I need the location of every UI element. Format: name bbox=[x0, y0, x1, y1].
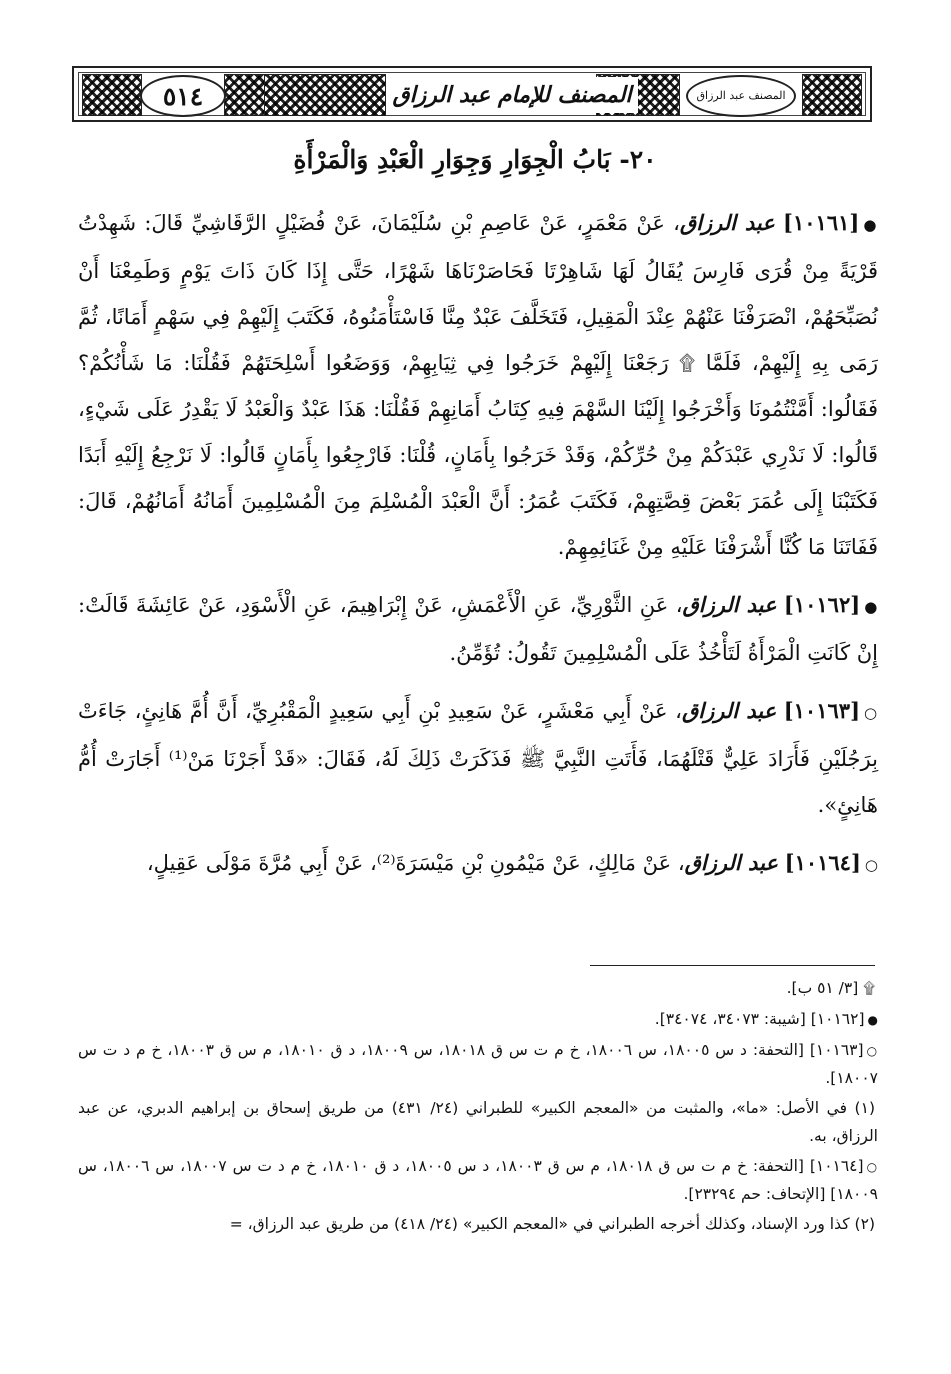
hadith-number: [١٠١٦١] bbox=[783, 210, 860, 235]
hadith-marker: ○ bbox=[864, 856, 878, 874]
footnote-text: [١٠١٦٢] [شيبة: ٣٤٠٧٣، ٣٤٠٧٤]. bbox=[654, 1010, 865, 1028]
footnote bbox=[78, 1006, 878, 1034]
chapter-title: ٢٠- بَابُ الْجِوَارِ وَجِوَارِ الْعَبْدِ وَالْمَرْأَةِ bbox=[293, 145, 657, 174]
footnote bbox=[78, 1037, 878, 1092]
hadith-paragraph bbox=[78, 840, 878, 888]
book-seal-logo: المصنف عبد الرزاق bbox=[686, 75, 796, 117]
footnote bbox=[78, 1211, 878, 1239]
hadith-number: [١٠١٦٤] bbox=[784, 850, 861, 875]
hadith-marker: ○ bbox=[864, 704, 878, 722]
hadith-number: [١٠١٦٢] bbox=[783, 592, 861, 617]
footnote-text: (١) في الأصل: «ما»، والمثبت من «المعجم الكبير» للطبراني (٢٤/ ٤٣١) من طريق إسحاق بن إبراهيم الدبري، عن عبد الرزاق، به. bbox=[78, 1099, 878, 1145]
hadith-source: عبد الرزاق bbox=[681, 698, 777, 723]
ornament-icon bbox=[802, 74, 862, 116]
ornament-icon bbox=[264, 74, 386, 116]
hadith-source: عبد الرزاق bbox=[679, 210, 775, 235]
hadith-paragraph bbox=[78, 200, 878, 570]
page-number: ٥١٤ bbox=[140, 75, 226, 117]
hadith-paragraph bbox=[78, 582, 878, 676]
footnote-text: [١٠١٦٤] [التحفة: خ م ت س ق ١٨٠١٨، م س ق ١٨٠٠٣، د س ١٨٠٠٥، د ق ١٨٠١٠، خ م د ت س ١٨٠٠٧، س ١٨٠٠٦، س ١٨٠٠٩] [الإتحاف: حم ٢٣٢٩٤]. bbox=[78, 1157, 878, 1203]
footnote-text: ۩ [٣/ ٥١ ب]. bbox=[786, 979, 875, 997]
hadith-text: ، عَنْ مَعْمَرٍ، عَنْ عَاصِمِ بْنِ سُلَيْمَانَ، عَنْ فُضَيْلٍ الرَّقَاشِيِّ قَالَ: شَهِدْتُ قَرْيَةً مِنْ قُرَى فَارِسَ يُقَالُ لَهَا شَاهِرْتَا فَحَاصَرْنَاهَا شَهْرًا، حَتَّى إِذَا كَانَ ذَاتَ يَوْمٍ وَطَمِعْنَا أَنْ نُصَبِّحَهُمْ، انْصَرَفْنَا عَنْهُمْ عِنْدَ الْمَقِيلِ، فَتَخَلَّفَ عَبْدٌ مِنَّا فَاسْتَأْمَنُوهُ، فَكَتَبَ إِلَيْهِمْ فِي سَهْمٍ أَمَانًا، ثُمَّ رَمَى بِهِ إِلَيْهِمْ، فَلَمَّا ۩ رَجَعْنَا إِلَيْهِمْ خَرَجُوا فِي ثِيَابِهِمْ، وَوَضَعُوا أَسْلِحَتَهُمْ فَقُلْنَا: مَا شَأْنُكُمْ؟ فَقَالُوا: أَمَّنْتُمُونَا وَأَخْرَجُوا إِلَيْنَا السَّهْمَ فِيهِ كِتَابُ أَمَانِهِمْ فَقُلْنَا: هَذَا عَبْدٌ وَالْعَبْدُ لَا يَقْدِرُ عَلَى شَيْءٍ، قَالُوا: لَا نَدْرِي عَبْدَكُمْ مِنْ حُرِّكُمْ، وَقَدْ خَرَجُوا بِأَمَانٍ، قُلْنَا: فَارْجِعُوا بِأَمَانٍ قَالُوا: لَا نَرْجِعُ إِلَيْهِ أَبَدًا فَكَتَبْنَا إِلَى عُمَرَ بَعْضَ قِصَّتِهِمْ، فَكَتَبَ عُمَرُ: أَنَّ الْعَبْدَ الْمُسْلِمَ مِنَ الْمُسْلِمِينَ أَمَانُهُ أَمَانُهُمْ، قَالَ: فَفَاتَنَا مَا كُنَّا أَشْرَفْنَا عَلَيْهِ مِنْ غَنَائِمِهِمْ. bbox=[78, 211, 878, 559]
page-header bbox=[72, 66, 872, 122]
footnote-marker: ● bbox=[867, 1013, 878, 1027]
hadith-source: عبد الرزاق bbox=[684, 850, 778, 875]
footnote bbox=[78, 975, 878, 1003]
footnote bbox=[78, 1153, 878, 1208]
footnotes bbox=[78, 975, 878, 1242]
hadith-marker: ● bbox=[864, 598, 878, 616]
hadith-marker: ● bbox=[863, 216, 878, 234]
hadith-source: عبد الرزاق bbox=[682, 592, 777, 617]
footnote-marker: ○ bbox=[866, 1160, 878, 1174]
hadith-text: ، عَنْ مَالِكٍ، عَنْ مَيْمُونِ بْنِ مَيْسَرَةَ⁽²⁾، عَنْ أَبِي مُرَّةَ مَوْلَى عَقِيلٍ، bbox=[146, 851, 685, 875]
main-text bbox=[78, 200, 878, 900]
hadith-number: [١٠١٦٣] bbox=[783, 698, 860, 723]
ornament-icon bbox=[82, 74, 142, 116]
hadith-paragraph bbox=[78, 688, 878, 828]
footnote-marker: ○ bbox=[866, 1044, 878, 1058]
footnote bbox=[78, 1095, 878, 1150]
hadith-text: ، عَنِ الثَّوْرِيِّ، عَنِ الْأَعْمَشِ، عَنْ إِبْرَاهِيمَ، عَنِ الْأَسْوَدِ، عَنْ عَائِشَةَ قَالَتْ: إِنْ كَانَتِ الْمَرْأَةُ لَتَأْخُذُ عَلَى الْمُسْلِمِينَ تَقُولُ: تُؤَمِّنُ. bbox=[78, 593, 878, 665]
hadith-text: ، عَنْ أَبِي مَعْشَرٍ، عَنْ سَعِيدِ بْنِ أَبِي سَعِيدٍ الْمَقْبُرِيِّ، أَنَّ أُمَّ هَانِئٍ، جَاءَتْ بِرَجُلَيْنِ فَأَرَادَ عَلِيٌّ قَتْلَهُمَا، فَأَتَتِ النَّبِيَّ ﷺ فَذَكَرَتْ ذَلِكَ لَهُ، فَقَالَ: «قَدْ أَجَرْنَا مَنْ⁽¹⁾ أَجَارَتْ أُمُّ هَانِئٍ». bbox=[78, 699, 878, 817]
footnote-text: [١٠١٦٣] [التحفة: د س ١٨٠٠٥، س ١٨٠٠٦، خ م ت س ق ١٨٠١٨، س ١٨٠٠٩، د ق ١٨٠١٠، م س ق ١٨٠٠٣، خ م د ت س ١٨٠٠٧]. bbox=[78, 1041, 878, 1087]
footnote-text: (٢) كذا ورد الإسناد، وكذلك أخرجه الطبراني في «المعجم الكبير» (٢٤/ ٤١٨) من طريق عبد الرزاق، = bbox=[229, 1215, 875, 1233]
footnote-divider bbox=[590, 965, 875, 966]
running-title: المصنف للإمام عبد الرزاق bbox=[386, 77, 638, 113]
